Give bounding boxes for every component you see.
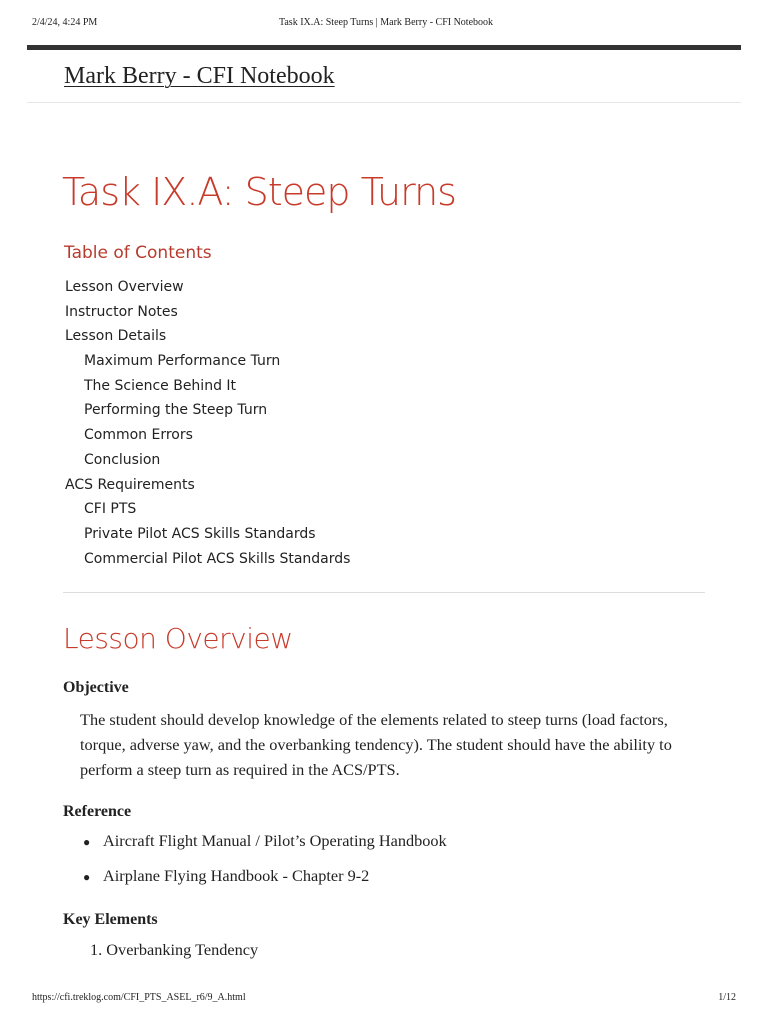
print-header — [32, 17, 740, 31]
lesson-overview-heading: Lesson Overview — [63, 622, 293, 655]
toc-item-lesson-overview[interactable]: Lesson Overview — [65, 279, 184, 295]
reference-item-text: Aircraft Flight Manual / Pilot’s Operating Handbook — [103, 831, 447, 850]
list-item — [90, 939, 258, 961]
site-header — [27, 45, 741, 103]
table-of-contents — [65, 277, 350, 573]
print-datetime: 2/4/24, 4:24 PM — [32, 17, 98, 28]
reference-list — [83, 830, 447, 900]
toc-heading: Table of Contents — [64, 243, 212, 263]
toc-item-performing-steep-turn[interactable]: Performing the Steep Turn — [84, 402, 268, 419]
page-indicator: 1/12 — [718, 992, 736, 1003]
page-title: Task IX.A: Steep Turns — [62, 170, 456, 214]
toc-item-lesson-details[interactable]: Lesson Details — [65, 328, 167, 345]
section-divider — [63, 592, 705, 593]
list-item — [83, 830, 447, 865]
toc-item-maximum-performance-turn[interactable]: Maximum Performance Turn — [84, 353, 281, 370]
list-number: 1. — [90, 940, 103, 959]
list-item — [83, 865, 447, 900]
objective-heading: Objective — [63, 679, 129, 696]
key-elements-heading: Key Elements — [63, 911, 158, 928]
reference-item-text: Airplane Flying Handbook - Chapter 9-2 — [103, 866, 370, 885]
print-document-title: Task IX.A: Steep Turns | Mark Berry - CFI Notebook — [278, 17, 494, 28]
key-elements-list — [90, 939, 258, 961]
objective-text: The student should develop knowledge of the elements related to steep turns (load factors, torque, adverse yaw, and the overbanking tendency). The student should have the ability to perform a steep turn as required in the ACS/PTS. — [80, 710, 672, 779]
toc-item-instructor-notes[interactable]: Instructor Notes — [65, 303, 178, 320]
toc-item-acs-requirements[interactable]: ACS Requirements — [65, 476, 195, 493]
toc-item-common-errors[interactable]: Common Errors — [84, 427, 193, 444]
reference-heading: Reference — [63, 803, 132, 820]
bullet-icon: ● — [83, 835, 91, 849]
print-url: https://cfi.treklog.com/CFI_PTS_ASEL_r6/9_A.html — [32, 992, 246, 1003]
toc-item-private-pilot-acs[interactable]: Private Pilot ACS Skills Standards — [84, 525, 316, 542]
key-element-text: Overbanking Tendency — [106, 940, 259, 959]
toc-item-cfi-pts[interactable]: CFI PTS — [84, 501, 137, 518]
toc-item-conclusion[interactable]: Conclusion — [84, 451, 161, 468]
site-title-link[interactable]: Mark Berry - CFI Notebook — [64, 63, 335, 89]
print-footer — [32, 992, 736, 1006]
toc-item-science-behind-it[interactable]: The Science Behind It — [84, 377, 237, 394]
bullet-icon: ● — [83, 870, 91, 884]
toc-item-commercial-pilot-acs[interactable]: Commercial Pilot ACS Skills Standards — [84, 550, 351, 567]
